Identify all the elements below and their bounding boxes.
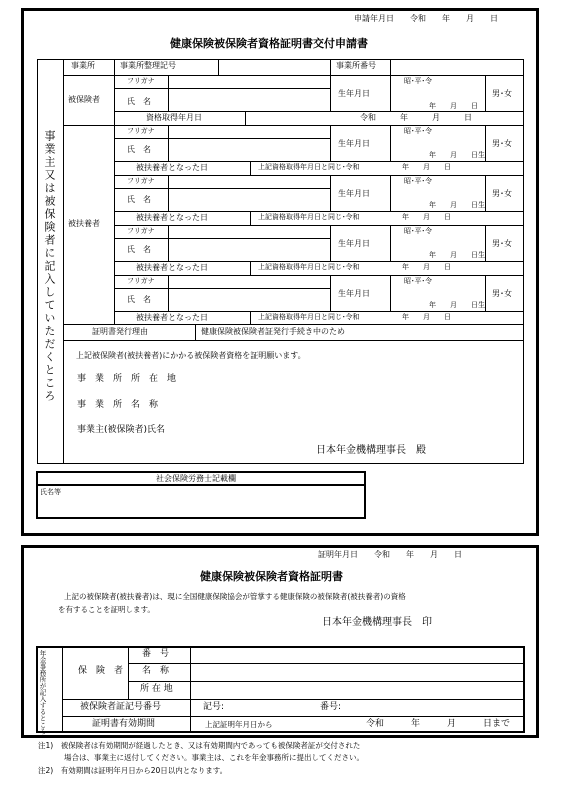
dependent-gender[interactable]: 男･女 — [492, 289, 512, 298]
dependent-vline — [250, 211, 251, 225]
dependent-hline — [114, 211, 524, 212]
dependent-date-label: 被扶養者となった日 — [136, 213, 208, 222]
insurer-addr-label: 所 在 地 — [140, 684, 173, 694]
application-title: 健康保険被保険者資格証明書交付申請書 — [170, 37, 368, 50]
dependent-vline — [250, 161, 251, 175]
dependent-birth-ymd: 年 月 日生 — [429, 151, 485, 159]
office-address-field[interactable] — [200, 370, 510, 388]
validity-label: 証明書有効期間 — [92, 719, 156, 729]
card-label: 被保険者証記号番号 — [80, 702, 162, 712]
dependent-birth-label: 生年月日 — [338, 189, 370, 198]
dependent-name-field[interactable] — [169, 239, 329, 260]
dependent-vline — [390, 275, 391, 311]
dependent-vline — [390, 125, 391, 161]
dependent-name-label: 氏 名 — [127, 295, 151, 304]
dependent-vline — [330, 125, 331, 161]
dependent-name-field[interactable] — [169, 289, 329, 310]
insurer-label: 保 険 者 — [78, 666, 124, 676]
dependent-birth-ymd: 年 月 日生 — [429, 301, 485, 309]
insurer-number-field[interactable] — [191, 647, 523, 662]
dependent-hline — [114, 311, 524, 312]
dependents-label: 被扶養者 — [68, 219, 100, 228]
office-ref-label: 事業所整理記号 — [120, 61, 176, 70]
dependent-name-label: 氏 名 — [127, 245, 151, 254]
note-1b: 場合は、事業主に返付してください。事業主は、これを年金事務所に提出してください。 — [64, 753, 364, 762]
dependent-gender[interactable]: 男･女 — [492, 239, 512, 248]
dependent-birth-ymd: 年 月 日生 — [429, 251, 485, 259]
insured-gender[interactable]: 男･女 — [492, 89, 512, 98]
dependent-vline — [390, 175, 391, 211]
sr-name-label: 氏名等 — [40, 488, 61, 496]
dependent-era: 昭･平･令 — [404, 227, 432, 235]
office-number-field[interactable] — [391, 60, 523, 74]
card-symbol-label: 記号: — [203, 702, 225, 712]
card-number-label: 番号: — [320, 702, 342, 712]
pension-office-side-label: 年金事務所が記入するところ — [38, 650, 47, 735]
dependent-birth-label: 生年月日 — [338, 289, 370, 298]
insured-era: 昭･平･令 — [404, 77, 432, 85]
dependent-era: 昭･平･令 — [404, 127, 432, 135]
office-label: 事業所 — [71, 61, 95, 70]
dependent-birth-label: 生年月日 — [338, 239, 370, 248]
dependent-vline — [250, 311, 251, 325]
dependent-name-label: 氏 名 — [127, 195, 151, 204]
owner-name-field[interactable] — [200, 421, 510, 439]
insured-acq-date[interactable]: 令和 年 月 日 — [360, 113, 472, 122]
dependent-vline — [485, 175, 486, 211]
insurer-addr-field[interactable] — [191, 682, 523, 698]
dependent-furigana-label: フリガナ — [127, 177, 155, 185]
dependent-date-ymd[interactable]: 年 月 日 — [402, 263, 451, 271]
dependent-vline — [250, 261, 251, 275]
dependent-gender[interactable]: 男･女 — [492, 139, 512, 148]
request-text: 上記被保険者(被扶養者)にかかる被保険者資格を証明願います。 — [76, 351, 306, 360]
note-1a: 注1) 被保険者は有効期間が経過したとき、又は有効期間内であっても被保険者証が交付された — [38, 741, 361, 750]
dependent-hline — [114, 161, 524, 162]
dependent-birth-label: 生年月日 — [338, 139, 370, 148]
dependent-vline — [330, 275, 331, 311]
addressee: 日本年金機構理事長 殿 — [316, 445, 426, 456]
insurer-number-label: 番 号 — [142, 649, 170, 659]
office-name-label: 事 業 所 名 称 — [77, 400, 159, 410]
dependent-date-label: 被扶養者となった日 — [136, 313, 208, 322]
dependent-furigana-label: フリガナ — [127, 227, 155, 235]
office-address-label: 事 業 所 所 在 地 — [77, 374, 177, 384]
dependent-date-ymd[interactable]: 年 月 日 — [402, 163, 451, 171]
dependent-same-label: 上記資格取得年月日と同じ･令和 — [258, 163, 360, 171]
dependent-same-label: 上記資格取得年月日と同じ･令和 — [258, 213, 360, 221]
dependent-name-field[interactable] — [169, 189, 329, 210]
insured-label: 被保険者 — [68, 95, 100, 104]
dependent-date-label: 被扶養者となった日 — [136, 163, 208, 172]
office-ref-field[interactable] — [219, 60, 329, 74]
dependent-name-field[interactable] — [169, 139, 329, 160]
dependent-birth-ymd: 年 月 日生 — [429, 201, 485, 209]
validity-to[interactable]: 令和 年 月 日まで — [366, 719, 511, 729]
dependent-era: 昭･平･令 — [404, 177, 432, 185]
employer-side-label: 事業主又は被保険者に記入していただくところ — [43, 130, 56, 403]
insured-birth-label: 生年月日 — [338, 89, 370, 98]
sr-header: 社会保険労務士記載欄 — [156, 474, 236, 483]
dependent-hline — [114, 261, 524, 262]
office-number-label: 事業所番号 — [336, 61, 376, 70]
insured-name-field[interactable] — [169, 89, 329, 110]
note-2: 注2) 有効期間は証明年月日から20日以内となります。 — [38, 766, 228, 775]
certificate-date: 証明年月日 令和 年 月 日 — [318, 550, 462, 559]
dependent-gender[interactable]: 男･女 — [492, 189, 512, 198]
dependent-divider — [114, 275, 524, 276]
dependent-date-ymd[interactable]: 年 月 日 — [402, 213, 451, 221]
dependent-era: 昭･平･令 — [404, 277, 432, 285]
dependent-furigana-label: フリガナ — [127, 127, 155, 135]
insured-name-label: 氏 名 — [127, 97, 151, 106]
dependent-same-label: 上記資格取得年月日と同じ･令和 — [258, 263, 360, 271]
validity-from: 上記証明年月日から — [205, 720, 273, 729]
dependent-vline — [330, 175, 331, 211]
certificate-issuer: 日本年金機構理事長 印 — [322, 617, 432, 628]
insured-acq-label: 資格取得年月日 — [146, 113, 202, 122]
owner-name-label: 事業主(被保険者)氏名 — [77, 425, 166, 435]
dependent-vline — [485, 275, 486, 311]
office-name-field[interactable] — [200, 396, 510, 414]
dependent-same-label: 上記資格取得年月日と同じ･令和 — [258, 313, 360, 321]
dependent-furigana-label: フリガナ — [127, 277, 155, 285]
dependent-vline — [330, 225, 331, 261]
certificate-text-1: 上記の被保険者(被扶養者)は、現に全国健康保険協会が管掌する健康保険の被保険者(被扶養者)の資格 — [64, 592, 406, 601]
dependent-date-ymd[interactable]: 年 月 日 — [402, 313, 451, 321]
insured-furigana-label: フリガナ — [127, 77, 155, 85]
dependent-divider — [114, 175, 524, 176]
reason-label: 証明書発行理由 — [92, 327, 148, 336]
insurer-name-label: 名 称 — [142, 666, 170, 676]
sr-name-field[interactable] — [80, 487, 362, 515]
application-date: 申請年月日 令和 年 月 日 — [354, 14, 498, 23]
dependent-divider — [114, 225, 524, 226]
certificate-title: 健康保険被保険者資格証明書 — [200, 570, 343, 583]
insurer-name-field[interactable] — [191, 664, 523, 680]
dependent-vline — [485, 225, 486, 261]
dependent-name-label: 氏 名 — [127, 145, 151, 154]
dependent-date-label: 被扶養者となった日 — [136, 263, 208, 272]
certificate-text-2: を有することを証明します。 — [58, 605, 155, 614]
insured-birth-ymd: 年 月 日 — [429, 102, 478, 110]
dependent-vline — [485, 125, 486, 161]
dependent-vline — [390, 225, 391, 261]
reason-value: 健康保険被保険者証発行手続き中のため — [201, 327, 345, 336]
